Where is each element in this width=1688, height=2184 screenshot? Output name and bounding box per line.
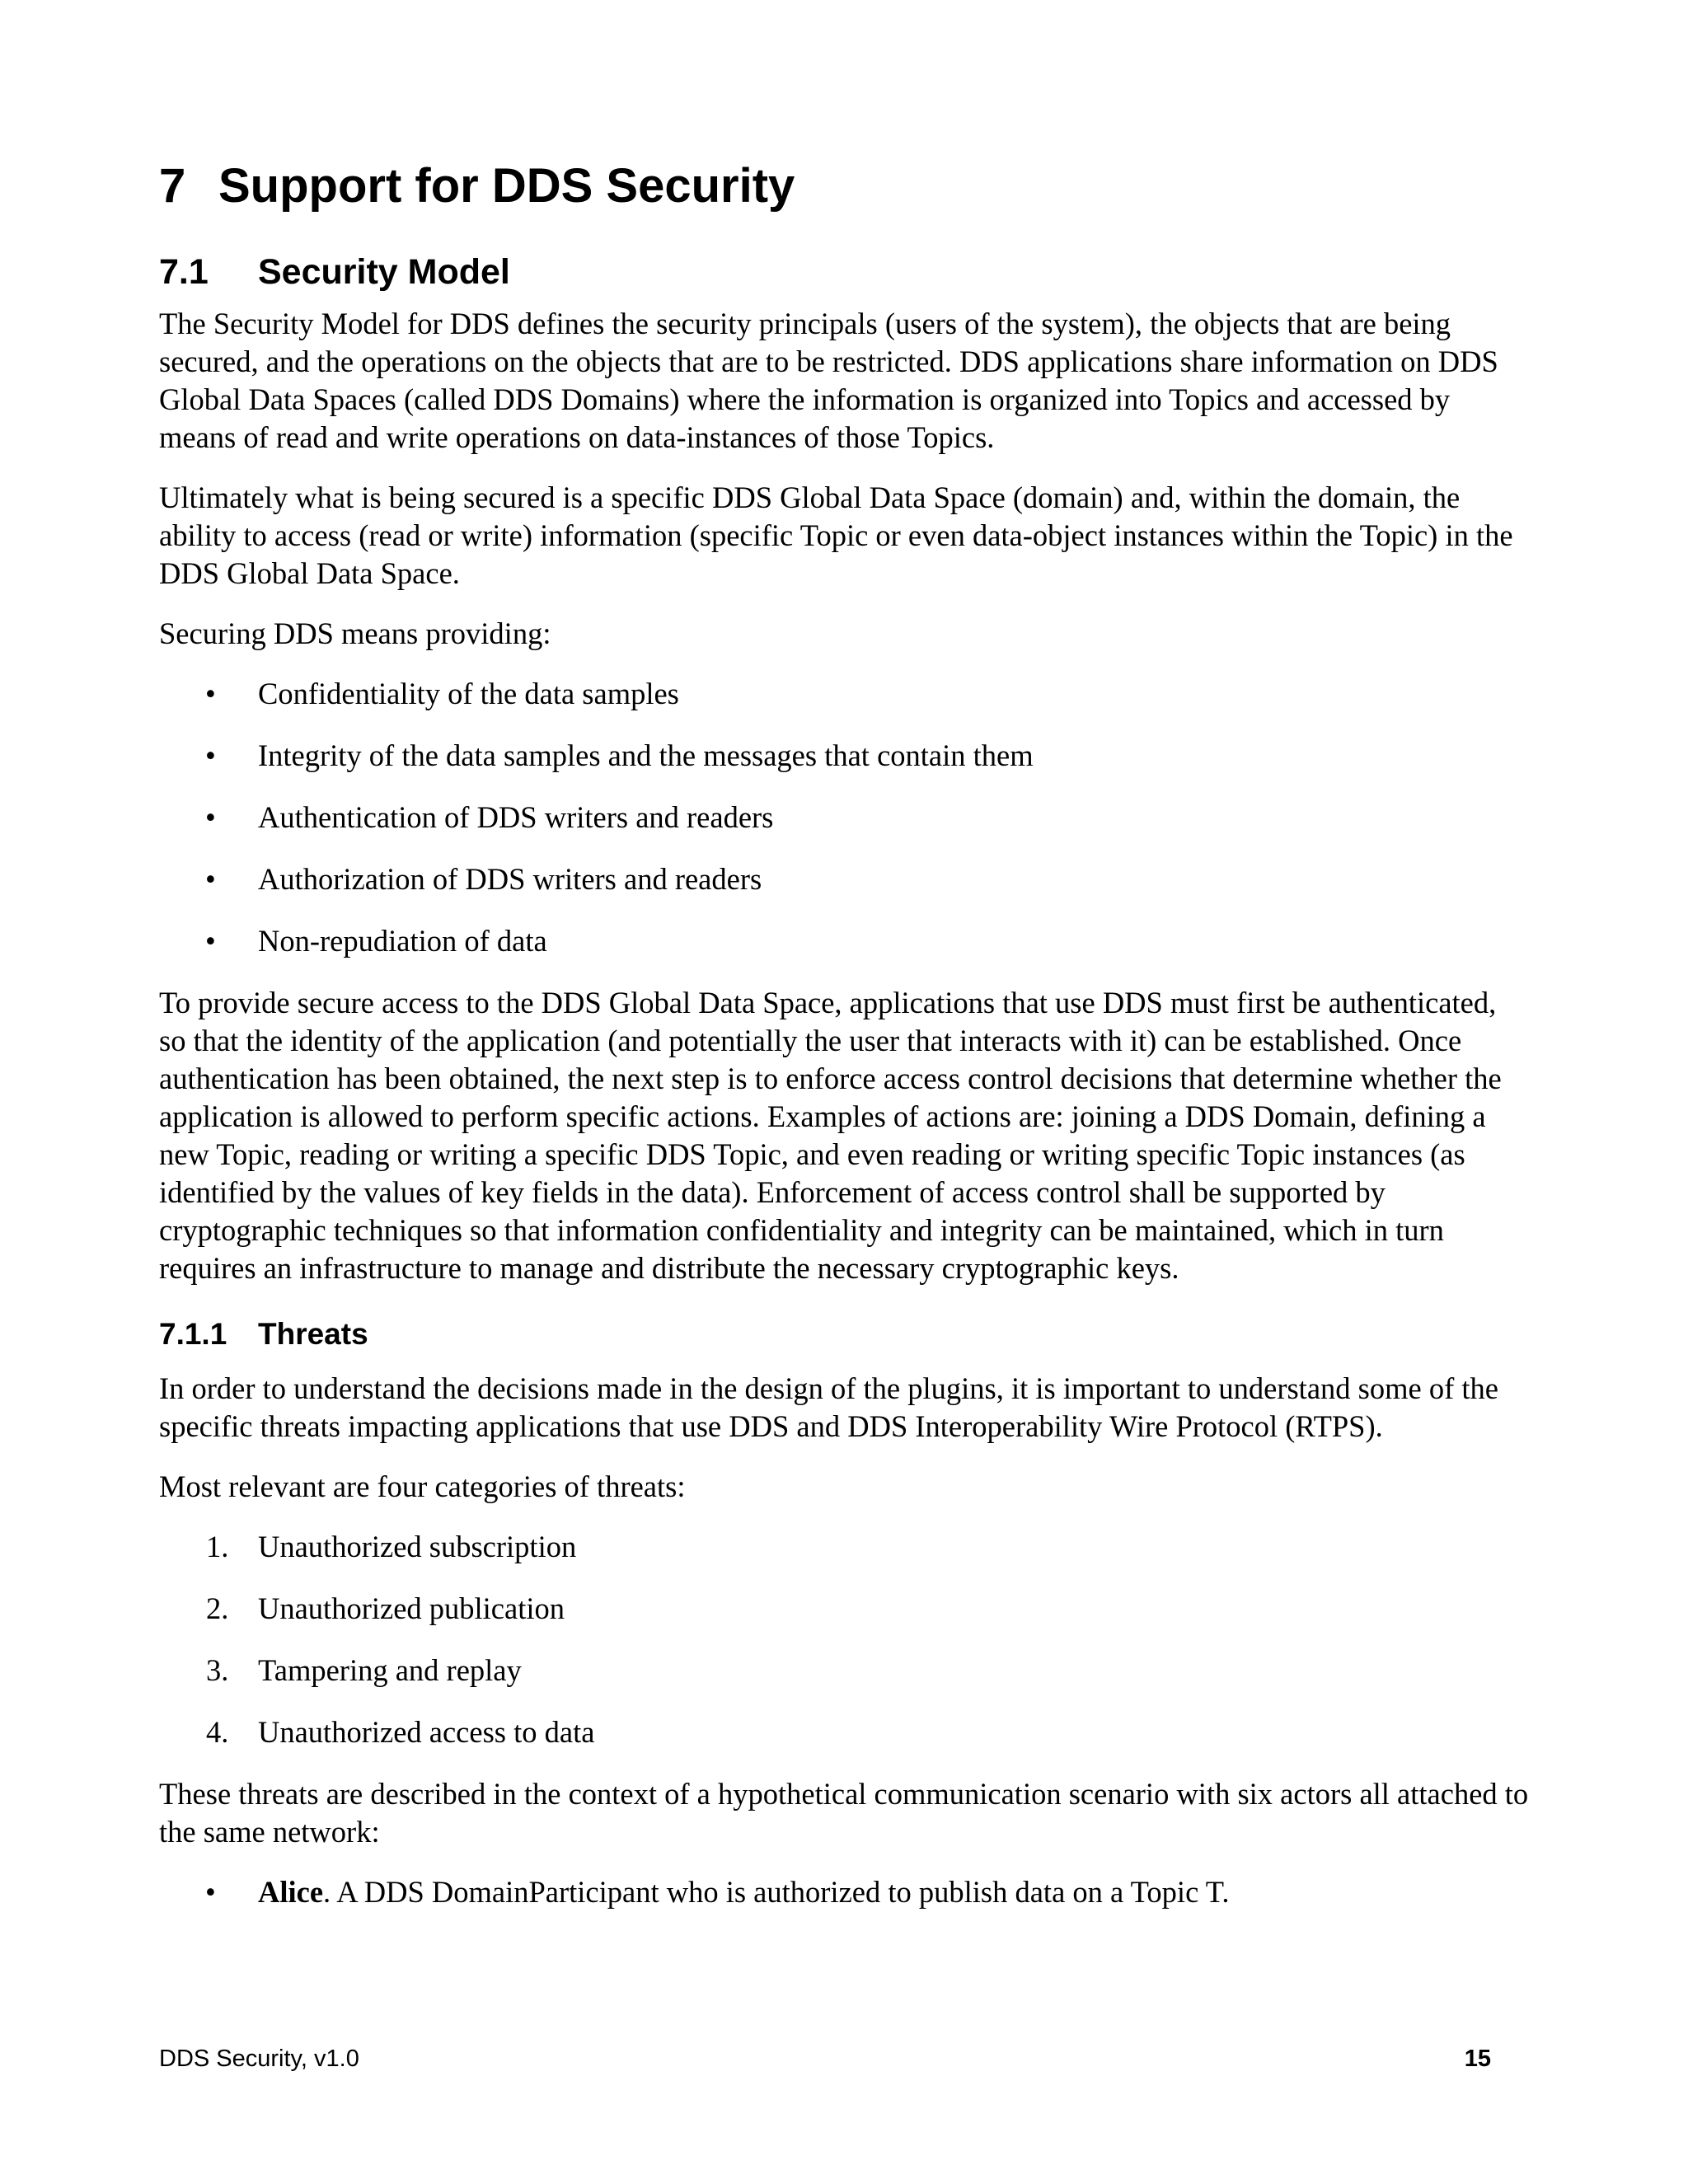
paragraph-threats-intro: In order to understand the decisions made in the design of the plugins, it is important to understand some of the specific threats impacting applications that use DDS and DDS Interoperability Wire Protocol (RTPS). — [159, 1371, 1498, 1443]
page-number: 15 — [1464, 2046, 1491, 2072]
bullet-icon: • — [205, 738, 216, 772]
subsection-number: 7.1.1 — [159, 1317, 227, 1351]
section-number: 7.1 — [159, 252, 209, 292]
bullet-icon: • — [205, 677, 216, 710]
list-item: • Authorization of DDS writers and readers — [159, 860, 1529, 898]
paragraph-securing-intro: Securing DDS means providing: — [159, 616, 551, 650]
paragraph-access-control: To provide secure access to the DDS Global Data Space, applications that use DDS must first be authenticated, so that the identity of the application (and potentially the user that interacts with it) can be established. Once authentication has been obtained, the next step is to enforce access control decisions that determine whether the application is allowed to perform specific actions. Examples of actions are: joining a DDS Domain, defining a new Topic, reading or writing a specific DDS Topic, and even reading or writing specific Topic instances (as identified by the values of key fields in the data). Enforcement of access control shall be supported by cryptographic techniques so that information confidentiality and integrity can be maintained, which in turn requires an infrastructure to manage and distribute the necessary cryptographic keys. — [159, 986, 1502, 1285]
list-item: 2. Unauthorized publication — [206, 1591, 565, 1625]
document-body — [159, 157, 1529, 1935]
paragraph-security-model: The Security Model for DDS defines the security principals (users of the system), the objects that are being secured, and the operations on the objects that are to be restricted. DDS applications share information on DDS Global Data Spaces (called DDS Domains) where the information is organized into Topics and accessed by means of read and write operations on data-instances of those Topics. — [159, 307, 1498, 454]
bullet-icon: • — [205, 800, 216, 834]
actor-description: . A DDS DomainParticipant who is authorized to publish data on a Topic T. — [323, 1875, 1230, 1909]
chapter-number: 7 — [159, 159, 186, 213]
list-item: 1. Unauthorized subscription — [206, 1530, 577, 1563]
paragraph-scenario: These threats are described in the context of a hypothetical communication scenario with six actors all attached to the same network: — [159, 1777, 1529, 1849]
paragraph-threat-categories: Most relevant are four categories of threats: — [159, 1469, 686, 1503]
section-title: Security Model — [258, 252, 510, 292]
section-heading — [159, 249, 1529, 295]
list-item: • Authentication of DDS writers and readers — [159, 799, 1529, 837]
page-footer — [159, 2044, 1491, 2074]
security-requirements-list — [159, 675, 1529, 960]
bullet-icon: • — [205, 924, 216, 958]
footer-document-title: DDS Security, v1.0 — [159, 2046, 359, 2072]
threat-categories-list — [159, 1528, 1529, 1751]
actors-list — [159, 1873, 1529, 1911]
subsection-title: Threats — [258, 1317, 368, 1351]
paragraph-what-is-secured: Ultimately what is being secured is a specific DDS Global Data Space (domain) and, within the domain, the ability to access (read or write) information (specific Topic or even data-object instances within the Topic) in the DDS Global Data Space. — [159, 480, 1513, 590]
chapter-title: Support for DDS Security — [218, 159, 795, 213]
bullet-icon: • — [205, 1875, 216, 1909]
list-item: • Integrity of the data samples and the messages that contain them — [159, 737, 1529, 775]
list-item: 3. Tampering and replay — [206, 1653, 522, 1687]
list-item: 4. Unauthorized access to data — [206, 1715, 595, 1749]
bullet-icon: • — [205, 862, 216, 896]
actor-name: Alice — [258, 1875, 324, 1909]
list-item: • Non-repudiation of data — [159, 922, 1529, 960]
chapter-heading — [159, 157, 1529, 216]
subsection-heading — [159, 1314, 1529, 1355]
list-item — [159, 1873, 1529, 1911]
list-item: • Confidentiality of the data samples — [159, 675, 1529, 713]
